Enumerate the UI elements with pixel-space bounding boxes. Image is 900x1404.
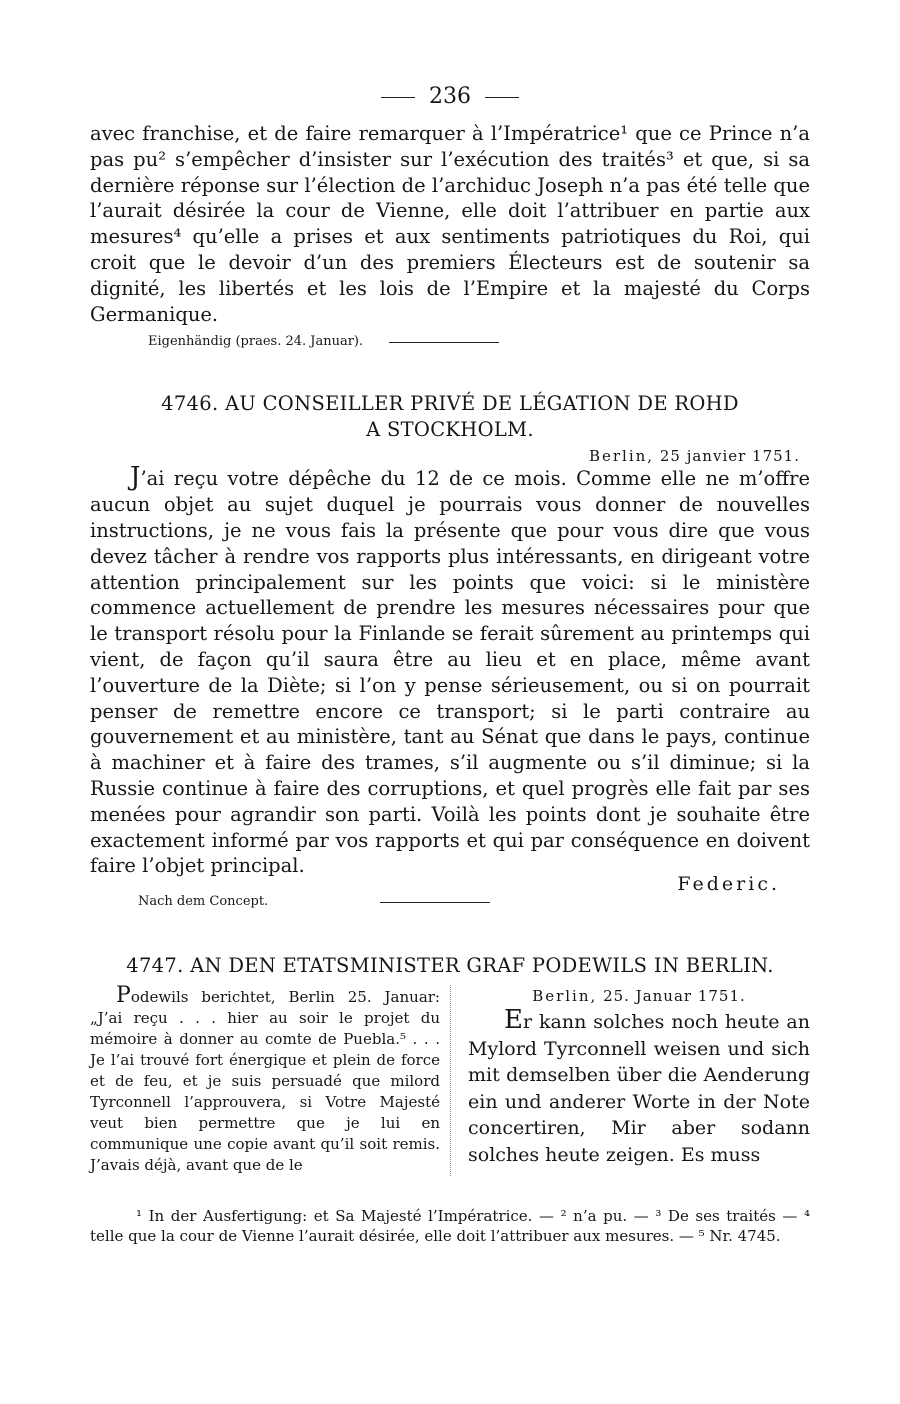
doc-4747-heading: 4747. AN DEN ETATSMINISTER GRAF PODEWILS IN BERLIN.: [126, 954, 774, 978]
doc-4747-date: 25. Januar 1751.: [603, 987, 746, 1006]
doc-4746-note-row: [90, 893, 810, 911]
doc-4747-dateline: [468, 985, 810, 1007]
doc-4747-right-body: [468, 1007, 810, 1168]
doc-4746-signature: Federic.: [677, 873, 780, 896]
dash-right: [485, 97, 519, 98]
doc-4747-left-text: odewils berichtet, Berlin 25. Januar: „J’ai reçu . . . hier au soir le projet du mémoire à donner au comte de Puebla.⁵ . . . Je l’ai trouvé fort énergique et plein de force et de feu, et je suis persuadé que milord Tyrconnell l’approuvera, si Votre Majesté veut bien permettre que je lui en communique une copie avant qu’il soit remis. J’avais déjà, avant que de le: [90, 988, 440, 1175]
doc-4746-heading-line1: 4746. AU CONSEILLER PRIVÉ DE LÉGATION DE ROHD: [161, 392, 739, 416]
page-number: 236: [429, 84, 471, 109]
note-row: [90, 333, 810, 351]
doc-4747-left-initial: P: [116, 983, 131, 1009]
separator-rule: [389, 342, 499, 343]
doc-4746-text: ’ai reçu votre dépêche du 12 de ce mois. Comme elle ne m’offre aucun objet au sujet duquel je pourrais vous donner de nouvelles instructions, je ne vous fais la présente que pour vous dire que vous devez tâcher à rendre vos rapports plus intéressants, en dirigeant votre attention principalement sur les points que voici: si le ministère commence actuellement de prendre les mesures nécessaires pour que le transport résolu pour la Finlande se ferait sûrement au printemps qui vient, de façon qu’il saura être au lieu et en place, même avant l’ouverture de la Diète; si l’on y pense sérieusement, ou si on pourrait penser de remettre encore ce transport; si le parti contraire au gouvernement et au ministère, tant au Sénat que dans le pays, continue à machiner et à faire des trames, s’il augmente ou s’il diminue; si la Russie continue à faire des corruptions, et quel progrès elle fait par ses menées pour agrandir son parti. Voilà les points dont je souhaite être exactement informé par vos rapports et qui par conséquence en doivent faire l’objet principal.: [90, 467, 810, 878]
dash-left: [381, 97, 415, 98]
doc-4746-dateline: [90, 447, 810, 465]
footnotes: ¹ In der Ausfertigung: et Sa Majesté l’Impératrice. — ² n’a pu. — ³ De ses traités — ⁴ telle que la cour de Vienne l’aurait désirée, elle doit l’attribuer aux mesures. — ⁵ Nr. 4745.: [90, 1207, 810, 1246]
doc-4746-date-place: Berlin,: [588, 447, 655, 466]
doc-4747-columns: [90, 985, 810, 1176]
doc-4746-heading-line2: A STOCKHOLM.: [366, 418, 534, 442]
doc-4746-note: Nach dem Concept.: [138, 894, 269, 910]
doc-4746-initial: J: [130, 462, 141, 493]
doc-4747-right-column: [468, 985, 810, 1176]
continuation-paragraph: avec franchise, et de faire remarquer à l’Impératrice¹ que ce Prince n’a pas pu² s’empêcher d’insister sur l’exécution des traités³ et que, si sa dernière réponse sur l’élection de l’archiduc Joseph n’a pas été telle que l’aurait désirée la cour de Vienne, elle doit l’attribuer en partie aux mesures⁴ qu’elle a prises et aux sentiments patriotiques du Roi, qui croit que le devoir d’un des premiers Électeurs est de soutenir sa dignité, les libertés et les lois de l’Empire et la majesté du Corps Germanique.: [90, 122, 810, 326]
doc-4747-right-initial: E: [504, 1005, 523, 1036]
doc-4747-date-place: Berlin,: [532, 987, 598, 1006]
page: [90, 84, 810, 1246]
doc-4746-body: [90, 462, 810, 879]
page-number-line: [90, 84, 810, 109]
source-note: Eigenhändig (praes. 24. Januar).: [148, 334, 364, 350]
doc-4747-left-column: [90, 985, 451, 1176]
separator-rule-2: [380, 902, 490, 903]
doc-4747-right-text: r kann solches noch heute an Mylord Tyrconnell weisen und sich mit demselben über die Aenderung ein und anderer Worte in der Note concertiren, Mir aber sodann solches heute zeigen. Es muss: [468, 1011, 810, 1166]
doc-4746-date: 25 janvier 1751.: [659, 447, 800, 466]
